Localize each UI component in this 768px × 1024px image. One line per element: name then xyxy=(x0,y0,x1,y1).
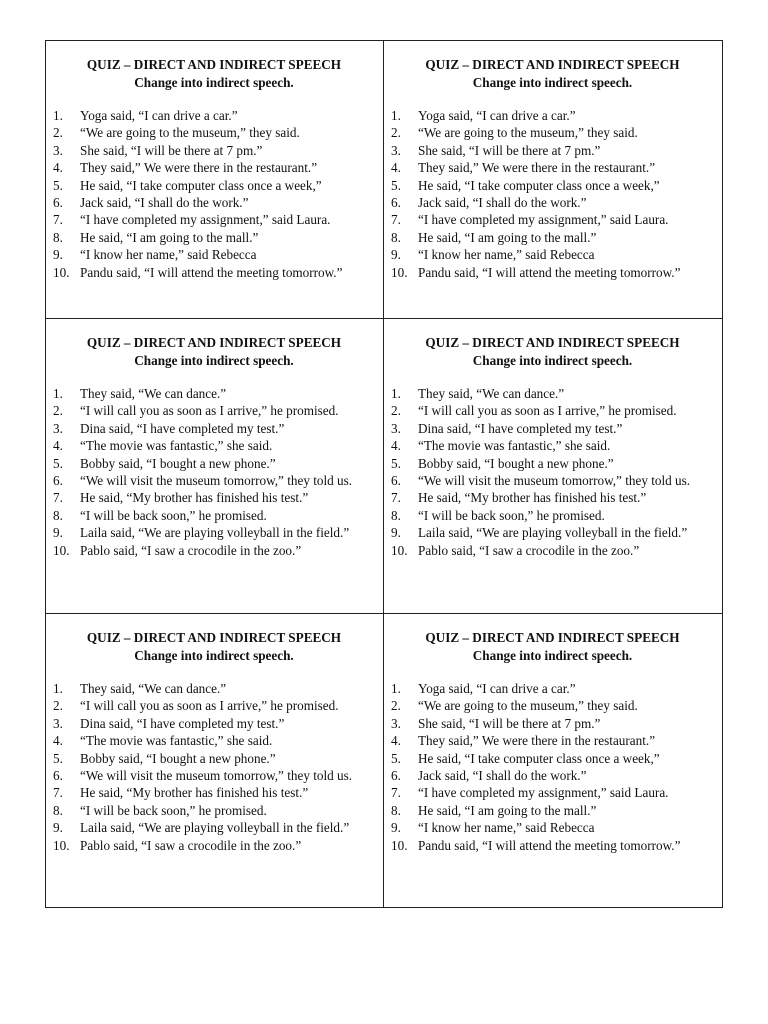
question-number: 1. xyxy=(53,681,63,696)
question-number: 8. xyxy=(53,802,63,818)
question-number: 1. xyxy=(391,108,401,123)
question-item xyxy=(53,177,375,194)
question-number: 8. xyxy=(391,802,401,818)
question-text: “I have completed my assignment,” said Laura. xyxy=(418,785,669,801)
question-item xyxy=(53,107,375,124)
quiz-title: QUIZ – DIRECT AND INDIRECT SPEECH xyxy=(425,335,680,350)
question-text: She said, “I will be there at 7 pm.” xyxy=(418,142,601,158)
question-text: Jack said, “I shall do the work.” xyxy=(80,195,249,211)
question-item xyxy=(53,420,375,437)
question-text: He said, “I am going to the mall.” xyxy=(418,229,597,245)
question-text: “We are going to the museum,” they said. xyxy=(80,125,300,141)
question-text: He said, “I take computer class once a week,” xyxy=(418,177,660,193)
question-item xyxy=(53,837,375,854)
question-number: 8. xyxy=(391,507,401,523)
question-text: Pablo said, “I saw a crocodile in the zoo.” xyxy=(418,542,640,558)
question-number: 2. xyxy=(391,698,401,714)
question-text: Pandu said, “I will attend the meeting tomorrow.” xyxy=(418,837,681,853)
question-text: Yoga said, “I can drive a car.” xyxy=(418,681,576,696)
question-item xyxy=(53,264,375,281)
question-item xyxy=(391,229,714,246)
question-text: Jack said, “I shall do the work.” xyxy=(418,768,587,784)
question-number: 4. xyxy=(391,160,401,176)
quiz-instruction: Change into indirect speech. xyxy=(134,647,294,663)
question-text: Laila said, “We are playing volleyball in the field.” xyxy=(418,525,688,541)
question-text: “I have completed my assignment,” said Laura. xyxy=(418,212,669,228)
question-item xyxy=(391,385,714,402)
question-item xyxy=(53,524,375,541)
question-number: 10. xyxy=(391,837,408,853)
question-number: 4. xyxy=(53,733,63,749)
question-text: They said, “We can dance.” xyxy=(418,386,565,401)
question-item xyxy=(391,697,714,714)
question-item xyxy=(53,715,375,732)
question-number: 6. xyxy=(53,473,63,489)
question-number: 5. xyxy=(391,750,401,766)
question-text: “The movie was fantastic,” she said. xyxy=(418,438,611,454)
question-text: Bobby said, “I bought a new phone.” xyxy=(80,750,276,766)
question-item xyxy=(391,455,714,472)
question-item xyxy=(53,542,375,559)
question-item xyxy=(53,784,375,801)
question-item xyxy=(391,715,714,732)
question-item xyxy=(53,680,375,697)
quiz-instruction: Change into indirect speech. xyxy=(134,74,294,90)
question-text: “We will visit the museum tomorrow,” they told us. xyxy=(80,473,353,489)
question-item xyxy=(391,472,714,489)
quiz-instruction: Change into indirect speech. xyxy=(472,647,633,663)
question-text: “I will call you as soon as I arrive,” he promised. xyxy=(80,698,339,714)
question-number: 3. xyxy=(391,142,401,158)
question-item xyxy=(391,732,714,749)
question-item xyxy=(391,194,714,211)
question-text: They said, “We can dance.” xyxy=(80,386,227,401)
question-number: 9. xyxy=(391,247,401,263)
question-number: 1. xyxy=(391,386,401,401)
question-item xyxy=(53,750,375,767)
question-item xyxy=(53,767,375,784)
question-text: Laila said, “We are playing volleyball in the field.” xyxy=(80,820,350,836)
question-text: “I will be back soon,” he promised. xyxy=(80,507,267,523)
question-item xyxy=(391,437,714,454)
question-item xyxy=(391,837,714,854)
question-number: 9. xyxy=(391,820,401,836)
question-text: He said, “My brother has finished his test.” xyxy=(418,490,647,506)
question-item xyxy=(391,819,714,836)
question-item xyxy=(391,524,714,541)
question-item xyxy=(391,767,714,784)
question-number: 5. xyxy=(53,455,63,471)
question-text: They said,” We were there in the restaurant.” xyxy=(418,160,656,176)
question-number: 10. xyxy=(391,542,408,558)
question-number: 5. xyxy=(53,750,63,766)
question-number: 8. xyxy=(53,229,63,245)
question-text: “I will be back soon,” he promised. xyxy=(418,507,605,523)
question-text: Pablo said, “I saw a crocodile in the zoo.” xyxy=(80,837,302,853)
question-number: 1. xyxy=(53,108,63,123)
question-item xyxy=(391,542,714,559)
question-number: 3. xyxy=(53,142,63,158)
question-number: 5. xyxy=(391,177,401,193)
question-text: She said, “I will be there at 7 pm.” xyxy=(80,142,263,158)
question-number: 8. xyxy=(391,229,401,245)
quiz-title: QUIZ – DIRECT AND INDIRECT SPEECH xyxy=(425,630,680,645)
question-number: 8. xyxy=(53,507,63,523)
question-number: 3. xyxy=(391,715,401,731)
question-text: “I know her name,” said Rebecca xyxy=(418,820,595,836)
question-text: “The movie was fantastic,” she said. xyxy=(80,733,273,749)
question-text: Yoga said, “I can drive a car.” xyxy=(418,108,576,123)
question-number: 7. xyxy=(53,785,63,801)
question-item xyxy=(53,142,375,159)
question-text: “We will visit the museum tomorrow,” they told us. xyxy=(418,473,691,489)
question-text: Pandu said, “I will attend the meeting tomorrow.” xyxy=(418,264,681,280)
question-number: 9. xyxy=(53,525,63,541)
quiz-instruction: Change into indirect speech. xyxy=(134,352,294,368)
question-item xyxy=(53,246,375,263)
question-item xyxy=(53,489,375,506)
quiz-title: QUIZ – DIRECT AND INDIRECT SPEECH xyxy=(425,57,680,72)
question-number: 4. xyxy=(391,733,401,749)
question-item xyxy=(53,194,375,211)
question-number: 3. xyxy=(53,715,63,731)
question-text: “The movie was fantastic,” she said. xyxy=(80,438,273,454)
question-list xyxy=(391,680,714,854)
question-number: 6. xyxy=(53,768,63,784)
question-item xyxy=(53,697,375,714)
question-number: 4. xyxy=(53,438,63,454)
question-item xyxy=(53,819,375,836)
quiz-card xyxy=(46,41,384,319)
question-item xyxy=(53,732,375,749)
question-item xyxy=(53,124,375,141)
question-text: She said, “I will be there at 7 pm.” xyxy=(418,715,601,731)
question-number: 9. xyxy=(391,525,401,541)
question-number: 9. xyxy=(53,820,63,836)
quiz-instruction: Change into indirect speech. xyxy=(472,74,633,90)
question-number: 2. xyxy=(53,403,63,419)
question-number: 5. xyxy=(391,455,401,471)
question-number: 2. xyxy=(53,698,63,714)
question-number: 2. xyxy=(391,403,401,419)
question-number: 4. xyxy=(53,160,63,176)
question-text: He said, “My brother has finished his test.” xyxy=(80,490,309,506)
question-text: They said,” We were there in the restaurant.” xyxy=(418,733,656,749)
question-item xyxy=(391,802,714,819)
question-number: 2. xyxy=(53,125,63,141)
question-number: 1. xyxy=(391,681,401,696)
question-list xyxy=(391,107,714,281)
question-text: They said,” We were there in the restaurant.” xyxy=(80,160,318,176)
question-text: Pandu said, “I will attend the meeting tomorrow.” xyxy=(80,264,343,280)
quiz-card xyxy=(384,41,722,319)
quiz-card xyxy=(384,614,722,907)
question-text: Bobby said, “I bought a new phone.” xyxy=(418,455,614,471)
question-item xyxy=(391,142,714,159)
question-text: They said, “We can dance.” xyxy=(80,681,227,696)
question-text: “I will call you as soon as I arrive,” he promised. xyxy=(80,403,339,419)
quiz-card xyxy=(46,614,384,907)
question-text: “I will call you as soon as I arrive,” he promised. xyxy=(418,403,677,419)
question-item xyxy=(53,229,375,246)
question-item xyxy=(53,802,375,819)
question-item xyxy=(391,402,714,419)
question-list xyxy=(391,385,714,559)
question-item xyxy=(391,507,714,524)
quiz-card xyxy=(46,319,384,614)
question-number: 6. xyxy=(391,768,401,784)
question-item xyxy=(53,385,375,402)
question-text: Laila said, “We are playing volleyball in the field.” xyxy=(80,525,350,541)
question-item xyxy=(53,472,375,489)
question-number: 10. xyxy=(53,264,70,280)
question-number: 2. xyxy=(391,125,401,141)
question-item xyxy=(391,750,714,767)
question-text: Yoga said, “I can drive a car.” xyxy=(80,108,238,123)
question-item xyxy=(53,507,375,524)
question-list xyxy=(53,680,375,854)
question-text: Pablo said, “I saw a crocodile in the zoo.” xyxy=(80,542,302,558)
question-item xyxy=(391,211,714,228)
question-text: “I know her name,” said Rebecca xyxy=(80,247,257,263)
question-number: 3. xyxy=(391,420,401,436)
question-item xyxy=(391,159,714,176)
question-text: Bobby said, “I bought a new phone.” xyxy=(80,455,276,471)
question-number: 6. xyxy=(53,195,63,211)
question-text: Dina said, “I have completed my test.” xyxy=(80,715,285,731)
question-text: He said, “I take computer class once a week,” xyxy=(418,750,660,766)
question-item xyxy=(391,680,714,697)
question-item xyxy=(391,107,714,124)
question-item xyxy=(53,402,375,419)
question-number: 10. xyxy=(53,542,70,558)
quiz-title: QUIZ – DIRECT AND INDIRECT SPEECH xyxy=(86,57,342,72)
question-item xyxy=(391,784,714,801)
question-item xyxy=(53,455,375,472)
question-number: 3. xyxy=(53,420,63,436)
question-text: “We are going to the museum,” they said. xyxy=(418,698,638,714)
question-item xyxy=(391,124,714,141)
question-item xyxy=(391,489,714,506)
question-text: “I will be back soon,” he promised. xyxy=(80,802,267,818)
question-text: He said, “My brother has finished his test.” xyxy=(80,785,309,801)
question-number: 9. xyxy=(53,247,63,263)
quiz-card xyxy=(384,319,722,614)
question-number: 7. xyxy=(391,490,401,506)
question-text: “I know her name,” said Rebecca xyxy=(418,247,595,263)
question-text: He said, “I am going to the mall.” xyxy=(418,802,597,818)
question-number: 10. xyxy=(391,264,408,280)
question-number: 6. xyxy=(391,473,401,489)
question-text: “I have completed my assignment,” said Laura. xyxy=(80,212,331,228)
question-list xyxy=(53,107,375,281)
question-text: Dina said, “I have completed my test.” xyxy=(80,420,285,436)
quiz-card-grid xyxy=(45,40,723,908)
quiz-title: QUIZ – DIRECT AND INDIRECT SPEECH xyxy=(86,335,342,350)
question-item xyxy=(391,420,714,437)
question-number: 7. xyxy=(391,785,401,801)
question-text: Dina said, “I have completed my test.” xyxy=(418,420,623,436)
question-number: 4. xyxy=(391,438,401,454)
quiz-title: QUIZ – DIRECT AND INDIRECT SPEECH xyxy=(86,630,342,645)
question-item xyxy=(53,437,375,454)
question-item xyxy=(53,159,375,176)
question-text: He said, “I take computer class once a week,” xyxy=(80,177,322,193)
question-item xyxy=(53,211,375,228)
question-text: He said, “I am going to the mall.” xyxy=(80,229,259,245)
question-number: 7. xyxy=(391,212,401,228)
question-number: 10. xyxy=(53,837,70,853)
question-number: 5. xyxy=(53,177,63,193)
question-text: “We will visit the museum tomorrow,” they told us. xyxy=(80,768,353,784)
question-number: 7. xyxy=(53,212,63,228)
question-item xyxy=(391,177,714,194)
question-item xyxy=(391,264,714,281)
quiz-instruction: Change into indirect speech. xyxy=(472,352,633,368)
question-text: Jack said, “I shall do the work.” xyxy=(418,195,587,211)
question-number: 1. xyxy=(53,386,63,401)
question-list xyxy=(53,385,375,559)
question-number: 7. xyxy=(53,490,63,506)
question-number: 6. xyxy=(391,195,401,211)
question-item xyxy=(391,246,714,263)
question-text: “We are going to the museum,” they said. xyxy=(418,125,638,141)
